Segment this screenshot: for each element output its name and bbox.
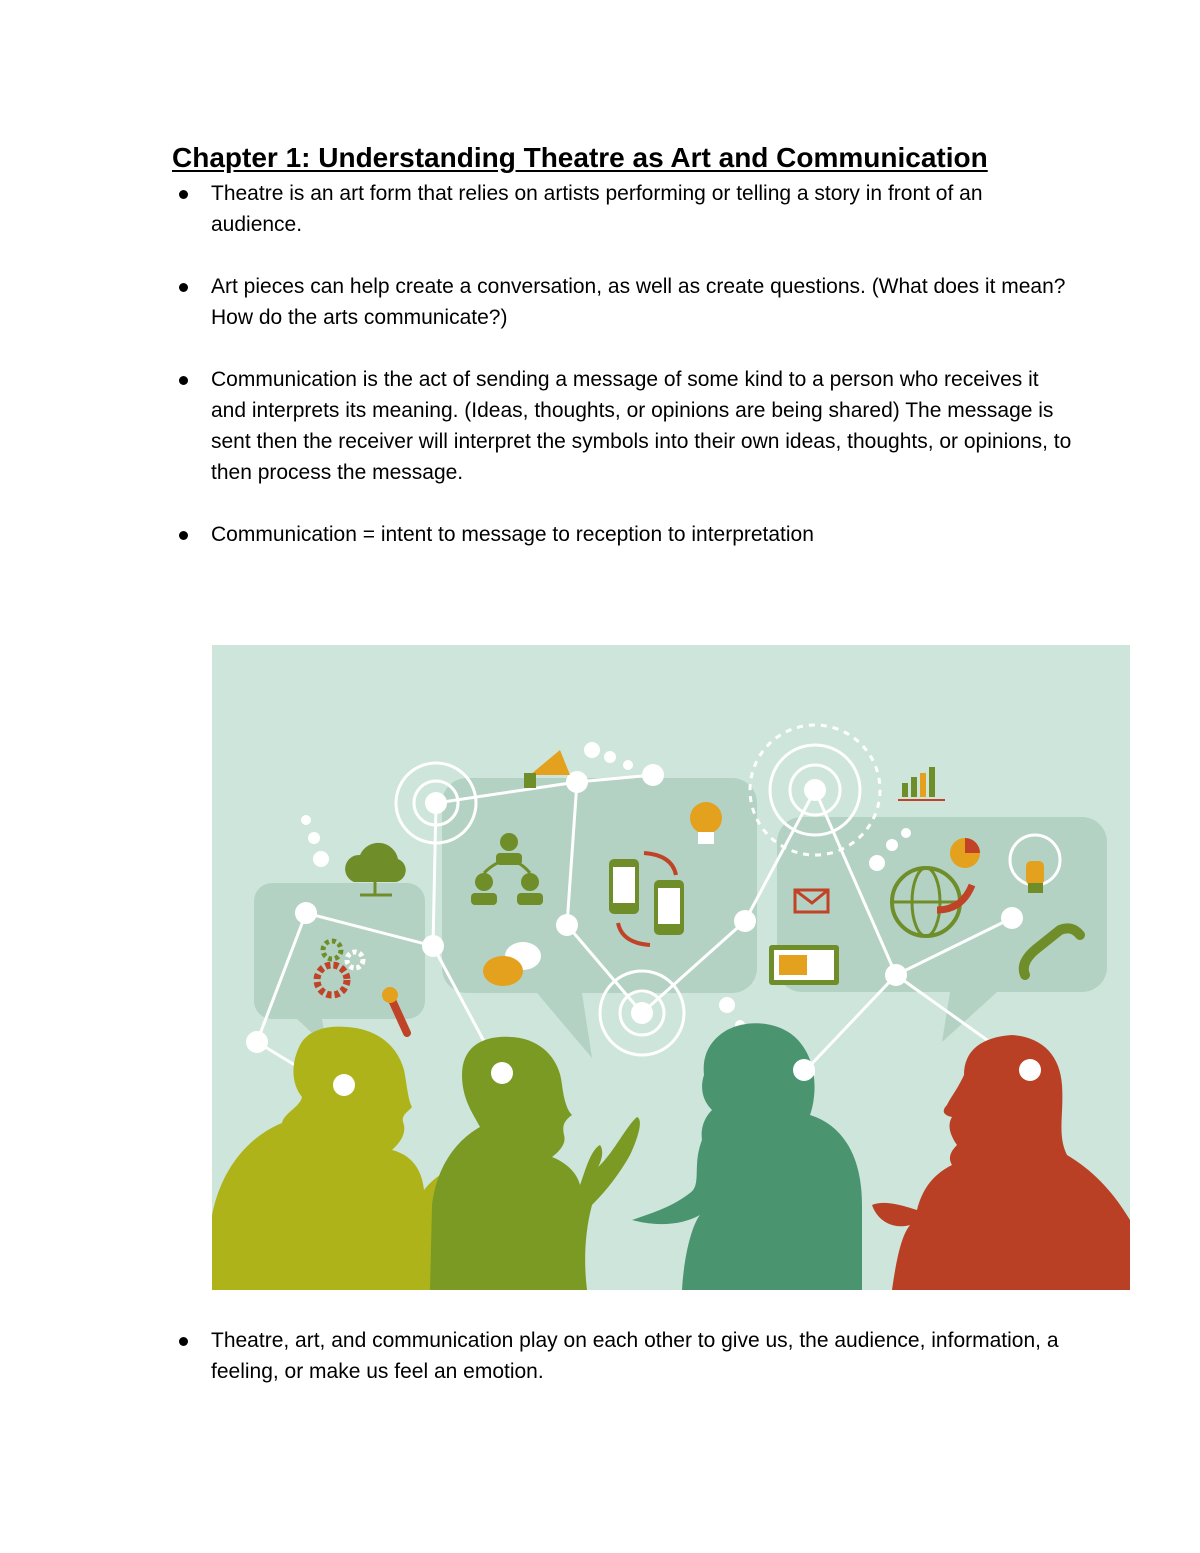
- bullet-list-after-image: [172, 1325, 1072, 1418]
- list-item: [172, 271, 1072, 333]
- list-item: [172, 364, 1072, 488]
- list-item: [172, 1325, 1072, 1387]
- page-title: Chapter 1: Understanding Theatre as Art and Communication: [172, 142, 988, 173]
- list-item-text: Theatre is an art form that relies on artists performing or telling a story in front of an audience.: [211, 182, 983, 236]
- monitor-icon: [769, 945, 839, 985]
- communication-illustration: [212, 645, 1130, 1290]
- person-silhouette-1: [212, 1027, 460, 1290]
- bullet-dot: [179, 283, 188, 292]
- bullet-dot: [179, 531, 188, 540]
- head-nodes: [333, 1059, 1041, 1096]
- person-silhouette-4: [872, 1035, 1130, 1290]
- person-silhouette-3: [632, 1023, 862, 1290]
- bar-chart-icon: [898, 767, 945, 800]
- list-item: [172, 178, 1072, 240]
- bullet-dot: [179, 1337, 188, 1346]
- list-item-text: Theatre, art, and communication play on each other to give us, the audience, information, a feeling, or make us feel an emotion.: [211, 1329, 1059, 1383]
- list-item-text: Communication is the act of sending a message of some kind to a person who receives it and interprets its meaning. (Ideas, thoughts, or opinions are being shared) The message is sent then the receiver will interpret the symbols into their own ideas, thoughts, or opinions, to then process the message.: [211, 368, 1072, 484]
- bullet-dot: [179, 376, 188, 385]
- bullet-dot: [179, 190, 188, 199]
- pie-chart-icon: [950, 838, 980, 868]
- list-item-text: Art pieces can help create a conversation, as well as create questions. (What does it mean? How do the arts communicate?): [211, 275, 1066, 329]
- bullet-list: [172, 178, 1072, 581]
- list-item: [172, 519, 1072, 550]
- person-silhouette-2: [430, 1037, 640, 1290]
- list-item-text: Communication = intent to message to reception to interpretation: [211, 523, 814, 546]
